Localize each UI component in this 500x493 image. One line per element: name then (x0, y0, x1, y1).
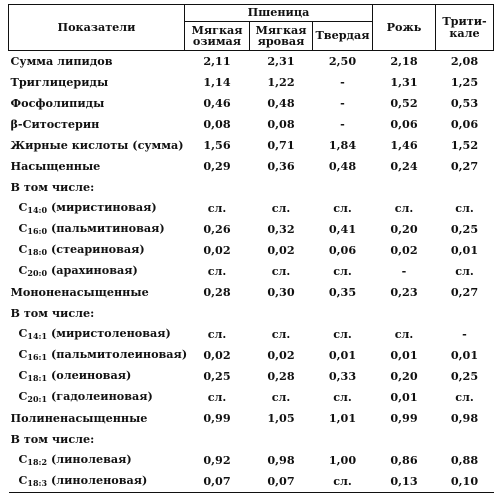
table-body (9, 51, 494, 493)
header-wheat: Пшеница (185, 5, 373, 22)
acid-name: (гадолеиновая) (47, 389, 153, 404)
value-cell: 0,28 (267, 368, 295, 383)
row-label: Насыщенные (10, 158, 101, 173)
value-cell: 0,02 (267, 242, 295, 257)
value-cell: 1,52 (450, 137, 479, 152)
value-cell (313, 429, 373, 450)
formula-symbol: C (18, 242, 28, 257)
value-cell: 0,27 (450, 284, 479, 299)
value-cell: 0,98 (267, 452, 295, 467)
acid-name: (пальмитолеиновая) (47, 347, 188, 362)
header-triticale (436, 5, 494, 51)
formula-subscript: 14:0 (27, 205, 48, 216)
value-cell (313, 303, 373, 324)
value-cell: 0,25 (203, 368, 231, 383)
table-row (9, 51, 494, 73)
row-label: Жирные кислоты (сумма) (10, 137, 184, 152)
table-row (9, 93, 494, 114)
value-cell: сл. (333, 389, 352, 404)
value-cell: сл. (333, 326, 352, 341)
row-label (9, 198, 185, 219)
value-cell: 0,41 (328, 221, 357, 236)
value-cell: сл. (455, 389, 474, 404)
formula-subscript: 18:3 (27, 478, 48, 489)
value-cell: 0,29 (203, 158, 231, 173)
row-label (9, 450, 185, 471)
value-cell (250, 429, 313, 450)
value-cell: 0,88 (450, 452, 479, 467)
table-row (9, 156, 494, 177)
row-label (9, 219, 185, 240)
value-cell: 0,99 (203, 410, 231, 425)
table-row (9, 282, 494, 303)
row-label: В том числе: (10, 305, 95, 320)
acid-name: (пальмитиновая) (47, 221, 165, 236)
value-cell: 0,26 (203, 221, 231, 236)
value-cell: 0,01 (390, 347, 418, 362)
value-cell: 0,36 (267, 158, 295, 173)
value-cell: 0,01 (450, 242, 479, 257)
value-cell: 0,02 (390, 242, 418, 257)
value-cell: 1,31 (390, 74, 418, 89)
value-cell: сл. (271, 200, 291, 215)
value-cell: 1,01 (328, 410, 357, 425)
row-label: β-Ситостерин (10, 116, 100, 131)
table-row (9, 177, 494, 198)
value-cell: 0,25 (450, 221, 479, 236)
value-cell: - (401, 263, 407, 278)
row-label (9, 345, 188, 366)
row-label (9, 471, 185, 493)
table-row (9, 471, 494, 493)
value-cell: 2,31 (250, 51, 313, 73)
row-label: Фосфолипиды (10, 95, 105, 110)
value-cell (436, 429, 494, 450)
value-cell: 0,33 (328, 368, 357, 383)
acid-name: (стеариновая) (47, 242, 145, 257)
value-cell: 0,48 (328, 158, 357, 173)
formula-symbol: C (18, 452, 28, 467)
header-rye: Рожь (373, 5, 436, 51)
formula-symbol: C (18, 200, 28, 215)
header-soft-winter (185, 22, 250, 51)
header-triticale-line2: кале (449, 25, 480, 40)
formula-subscript: 16:0 (27, 226, 48, 237)
acid-name: (линоленовая) (47, 473, 148, 488)
value-cell: 0,71 (267, 137, 295, 152)
lipid-composition-table (8, 4, 494, 493)
row-label: Сумма липидов (9, 51, 185, 73)
value-cell: 1,46 (390, 137, 418, 152)
value-cell: 0,46 (203, 95, 231, 110)
formula-symbol: C (18, 221, 28, 236)
value-cell: 0,01 (390, 389, 418, 404)
acid-name: (олеиновая) (47, 368, 132, 383)
value-cell: 0,02 (267, 347, 295, 362)
table-row (9, 324, 494, 345)
row-label: Триглицериды (10, 74, 109, 89)
value-cell: 0,07 (250, 471, 313, 493)
table-row (9, 219, 494, 240)
value-cell: сл. (394, 200, 414, 215)
value-cell: сл. (271, 389, 291, 404)
header-triticale-line1: Трити- (442, 14, 487, 29)
value-cell: 0,25 (450, 368, 479, 383)
table-row (9, 198, 494, 219)
value-cell (373, 303, 436, 324)
header-soft-winter-line2: озимая (192, 34, 242, 48)
value-cell: 1,14 (203, 74, 231, 89)
value-cell: 0,02 (203, 347, 231, 362)
formula-subscript: 18:1 (27, 373, 48, 384)
value-cell: 0,08 (267, 116, 295, 131)
value-cell: 1,56 (203, 137, 231, 152)
value-cell: 0,92 (203, 452, 231, 467)
value-cell: сл. (333, 200, 352, 215)
value-cell: сл. (207, 200, 227, 215)
value-cell: 2,50 (313, 51, 373, 73)
formula-subscript: 20:0 (27, 268, 48, 279)
row-label (9, 240, 185, 261)
value-cell: 0,53 (450, 95, 479, 110)
row-label (9, 366, 185, 387)
value-cell: 0,20 (390, 221, 418, 236)
value-cell (185, 429, 250, 450)
value-cell: 1,25 (450, 74, 479, 89)
header-soft-spring-line1: Мягкая (255, 22, 307, 37)
value-cell: 0,52 (390, 95, 418, 110)
value-cell: сл. (271, 326, 291, 341)
value-cell: 1,22 (267, 74, 295, 89)
value-cell: сл. (394, 326, 414, 341)
value-cell: 0,08 (203, 116, 231, 131)
table-row (9, 240, 494, 261)
formula-symbol: C (18, 326, 28, 341)
value-cell: 1,84 (328, 137, 357, 152)
formula-symbol: C (18, 368, 28, 383)
table-row (9, 72, 494, 93)
value-cell: 0,27 (450, 158, 479, 173)
value-cell (436, 303, 494, 324)
value-cell (250, 177, 313, 198)
table-row (9, 261, 494, 282)
formula-symbol: C (18, 473, 28, 488)
value-cell (436, 177, 494, 198)
value-cell: сл. (207, 263, 227, 278)
value-cell: 0,24 (390, 158, 418, 173)
value-cell: 0,99 (390, 410, 418, 425)
formula-symbol: C (18, 389, 28, 404)
value-cell: - (340, 74, 345, 89)
value-cell: сл. (455, 263, 474, 278)
header-soft-spring-line2: яровая (257, 34, 305, 48)
value-cell: 2,18 (373, 51, 436, 73)
value-cell: 0,06 (390, 116, 418, 131)
value-cell: сл. (333, 263, 352, 278)
row-label (9, 261, 185, 282)
value-cell: сл. (207, 389, 227, 404)
value-cell: 0,07 (185, 471, 250, 493)
value-cell: 0,86 (390, 452, 418, 467)
value-cell: 0,06 (450, 116, 479, 131)
value-cell: - (340, 116, 345, 131)
value-cell: 1,00 (328, 452, 357, 467)
table-row (9, 135, 494, 156)
header-hard: Твердая (313, 22, 373, 51)
acid-name: (арахиновая) (47, 263, 138, 278)
table-row (9, 345, 494, 366)
value-cell: 0,02 (203, 242, 231, 257)
value-cell: 2,08 (436, 51, 494, 73)
value-cell: 0,13 (373, 471, 436, 493)
row-label: В том числе: (10, 179, 95, 194)
value-cell (373, 429, 436, 450)
value-cell: 0,32 (267, 221, 295, 236)
table-row (9, 366, 494, 387)
value-cell (313, 177, 373, 198)
value-cell: сл. (455, 200, 474, 215)
value-cell: - (340, 95, 345, 110)
value-cell: 0,30 (267, 284, 295, 299)
formula-symbol: C (18, 347, 28, 362)
value-cell: 0,23 (390, 284, 418, 299)
value-cell: сл. (271, 263, 291, 278)
value-cell: 0,20 (390, 368, 418, 383)
value-cell: 0,06 (328, 242, 357, 257)
value-cell: сл. (313, 471, 373, 493)
value-cell: 0,98 (450, 410, 479, 425)
value-cell: 0,01 (450, 347, 479, 362)
value-cell (250, 303, 313, 324)
value-cell (185, 303, 250, 324)
formula-subscript: 14:1 (27, 331, 48, 342)
value-cell: 0,48 (267, 95, 295, 110)
row-label (9, 387, 185, 408)
acid-name: (миристоленовая) (47, 326, 171, 341)
table-row (9, 303, 494, 324)
formula-subscript: 18:2 (27, 457, 48, 468)
value-cell (373, 177, 436, 198)
value-cell: 1,05 (267, 410, 295, 425)
table-row (9, 408, 494, 429)
acid-name: (линолевая) (47, 452, 132, 467)
formula-subscript: 16:1 (27, 352, 48, 363)
value-cell: 2,11 (185, 51, 250, 73)
table-row (9, 450, 494, 471)
value-cell: 0,10 (436, 471, 494, 493)
value-cell: - (462, 326, 467, 341)
row-label (9, 324, 185, 345)
row-label: Полиненасыщенные (10, 410, 148, 425)
formula-subscript: 20:1 (27, 394, 48, 405)
row-label: В том числе: (10, 431, 95, 446)
table-row (9, 114, 494, 135)
value-cell: 0,35 (328, 284, 357, 299)
header-soft-winter-line1: Мягкая (191, 22, 243, 37)
header-soft-spring (250, 22, 313, 51)
row-label: Мононенасыщенные (10, 284, 149, 299)
table-row (9, 387, 494, 408)
table-row (9, 429, 494, 450)
formula-subscript: 18:0 (27, 247, 48, 258)
value-cell: сл. (207, 326, 227, 341)
header-indicators: Показатели (9, 5, 185, 51)
value-cell (185, 177, 250, 198)
formula-symbol: C (18, 263, 28, 278)
acid-name: (миристиновая) (47, 200, 157, 215)
value-cell: 0,28 (203, 284, 231, 299)
value-cell: 0,01 (328, 347, 357, 362)
